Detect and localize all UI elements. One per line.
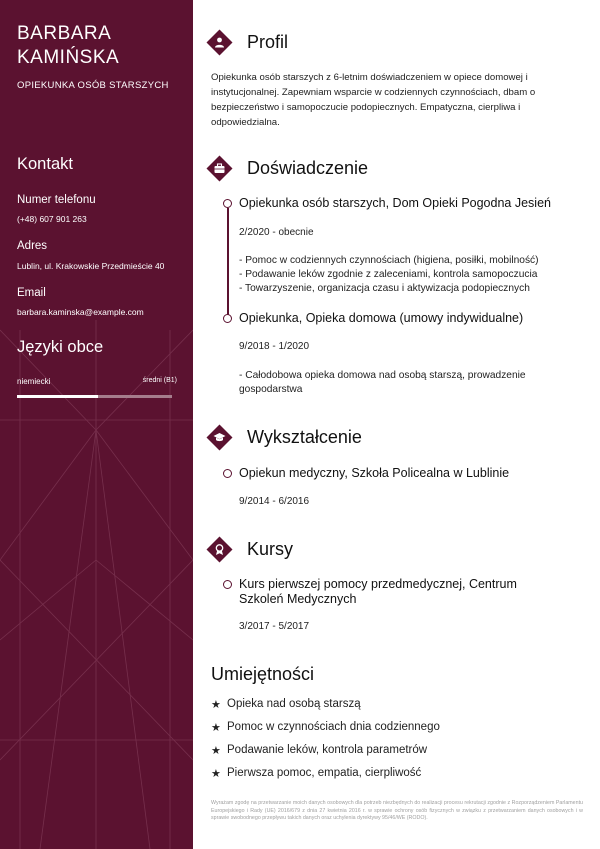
timeline-dot	[223, 314, 232, 323]
timeline-dot	[223, 199, 232, 208]
education-heading: Wykształcenie	[247, 427, 362, 447]
profile-heading: Profil	[247, 32, 289, 52]
course-dates: 3/2017 - 5/2017	[239, 621, 310, 632]
phone-label: Numer telefonu	[17, 194, 96, 206]
job-title-2: Opiekunka, Opieka domowa (umowy indywidualne)	[239, 311, 524, 325]
job-title: OPIEKUNKA OSÓB STARSZYCH	[17, 80, 169, 91]
main-content	[193, 0, 600, 849]
star-icon: ★	[211, 722, 221, 734]
job-bullet: - Całodobowa opieka domowa nad osobą starszą, prowadzenie	[239, 370, 526, 381]
courses-heading: Kursy	[247, 539, 294, 559]
skill-item	[211, 744, 440, 767]
phone-value[interactable]: (+48) 607 901 263	[17, 214, 87, 224]
job-bullet: - Towarzyszenie, organizacja czasu i aktywizacja podopiecznych	[239, 283, 530, 294]
course-title	[239, 577, 517, 607]
skill-label: Pierwsza pomoc, empatia, cierpliwość	[227, 767, 422, 779]
language-name: niemiecki	[17, 377, 51, 386]
language-item	[17, 377, 177, 386]
education-dates: 9/2014 - 6/2016	[239, 496, 310, 507]
skill-label: Opieka nad osobą starszą	[227, 698, 361, 710]
skill-item	[211, 767, 440, 790]
briefcase-icon	[208, 157, 231, 180]
language-level: średni (B1)	[142, 377, 177, 384]
candidate-name	[17, 22, 119, 70]
skills-heading: Umiejętności	[211, 664, 315, 684]
language-bar	[17, 395, 172, 398]
profile-text: Opiekunka osób starszych z 6-letnim doświadczeniem w opiece domowej i instytucjonalnej. Zapewniam wsparcie w codziennych czynnościach, dbam o bezpieczeństwo i samopoczucie podopiecznych. Empatyczna, cierpliwa i odpowiedzialna.	[211, 72, 536, 128]
languages-heading: Języki obce	[17, 338, 104, 356]
skill-label: Pomoc w czynnościach dnia codziennego	[227, 721, 440, 733]
job-bullet: gospodarstwa	[239, 384, 303, 395]
skill-label: Podawanie leków, kontrola parametrów	[227, 744, 428, 756]
gdpr-consent: Wyrażam zgodę na przetwarzanie moich danych osobowych dla potrzeb niezbędnych do realizacji procesu rekrutacji zgodnie z Rozporządzeniem Parlamentu Europejskiego i Rady (UE) 2016/679 z dnia 27 kwietnia 2016 r. w sprawie ochrony osób fizycznych w związku z przetwarzaniem danych osobowych i w sprawie swobodnego przepływu takich danych oraz uchylenia dyrektywy 95/46/WE (RODO).	[211, 800, 583, 821]
geometric-pattern	[0, 0, 193, 849]
sidebar	[0, 0, 193, 849]
award-icon	[208, 538, 231, 561]
graduation-cap-icon	[208, 426, 231, 449]
timeline-dot	[223, 469, 232, 478]
language-bar-fill	[17, 395, 98, 398]
course-title-line1: Kurs pierwszej pomocy przedmedycznej, Centrum	[239, 577, 517, 591]
timeline-dot	[223, 580, 232, 589]
job-dates-1: 2/2020 - obecnie	[239, 227, 314, 238]
job-dates-2: 9/2018 - 1/2020	[239, 341, 310, 352]
email-label: Email	[17, 287, 46, 299]
contact-heading: Kontakt	[17, 155, 73, 173]
skills-list	[211, 698, 440, 790]
education-title: Opiekun medyczny, Szkoła Policealna w Lublinie	[239, 466, 510, 480]
skill-item	[211, 721, 440, 744]
star-icon: ★	[211, 699, 221, 711]
course-title-line2: Szkoleń Medycznych	[239, 592, 357, 606]
job-bullet: - Podawanie leków zgodnie z zaleceniami, kontrola samopoczucia	[239, 269, 538, 280]
job-title-1: Opiekunka osób starszych, Dom Opieki Pogodna Jesień	[239, 196, 551, 210]
star-icon: ★	[211, 768, 221, 780]
last-name: KAMIŃSKA	[17, 47, 120, 68]
person-icon	[208, 31, 231, 54]
skill-item	[211, 698, 440, 721]
experience-heading: Doświadczenie	[247, 158, 369, 178]
email-value[interactable]: barbara.kaminska@example.com	[17, 307, 144, 317]
first-name: BARBARA	[17, 23, 112, 44]
address-value: Lublin, ul. Krakowskie Przedmieście 40	[17, 261, 165, 271]
job-bullet: - Pomoc w codziennych czynnościach (higiena, posiłki, mobilność)	[239, 255, 539, 266]
timeline-line	[227, 208, 229, 318]
star-icon: ★	[211, 745, 221, 757]
address-label: Adres	[17, 240, 48, 252]
